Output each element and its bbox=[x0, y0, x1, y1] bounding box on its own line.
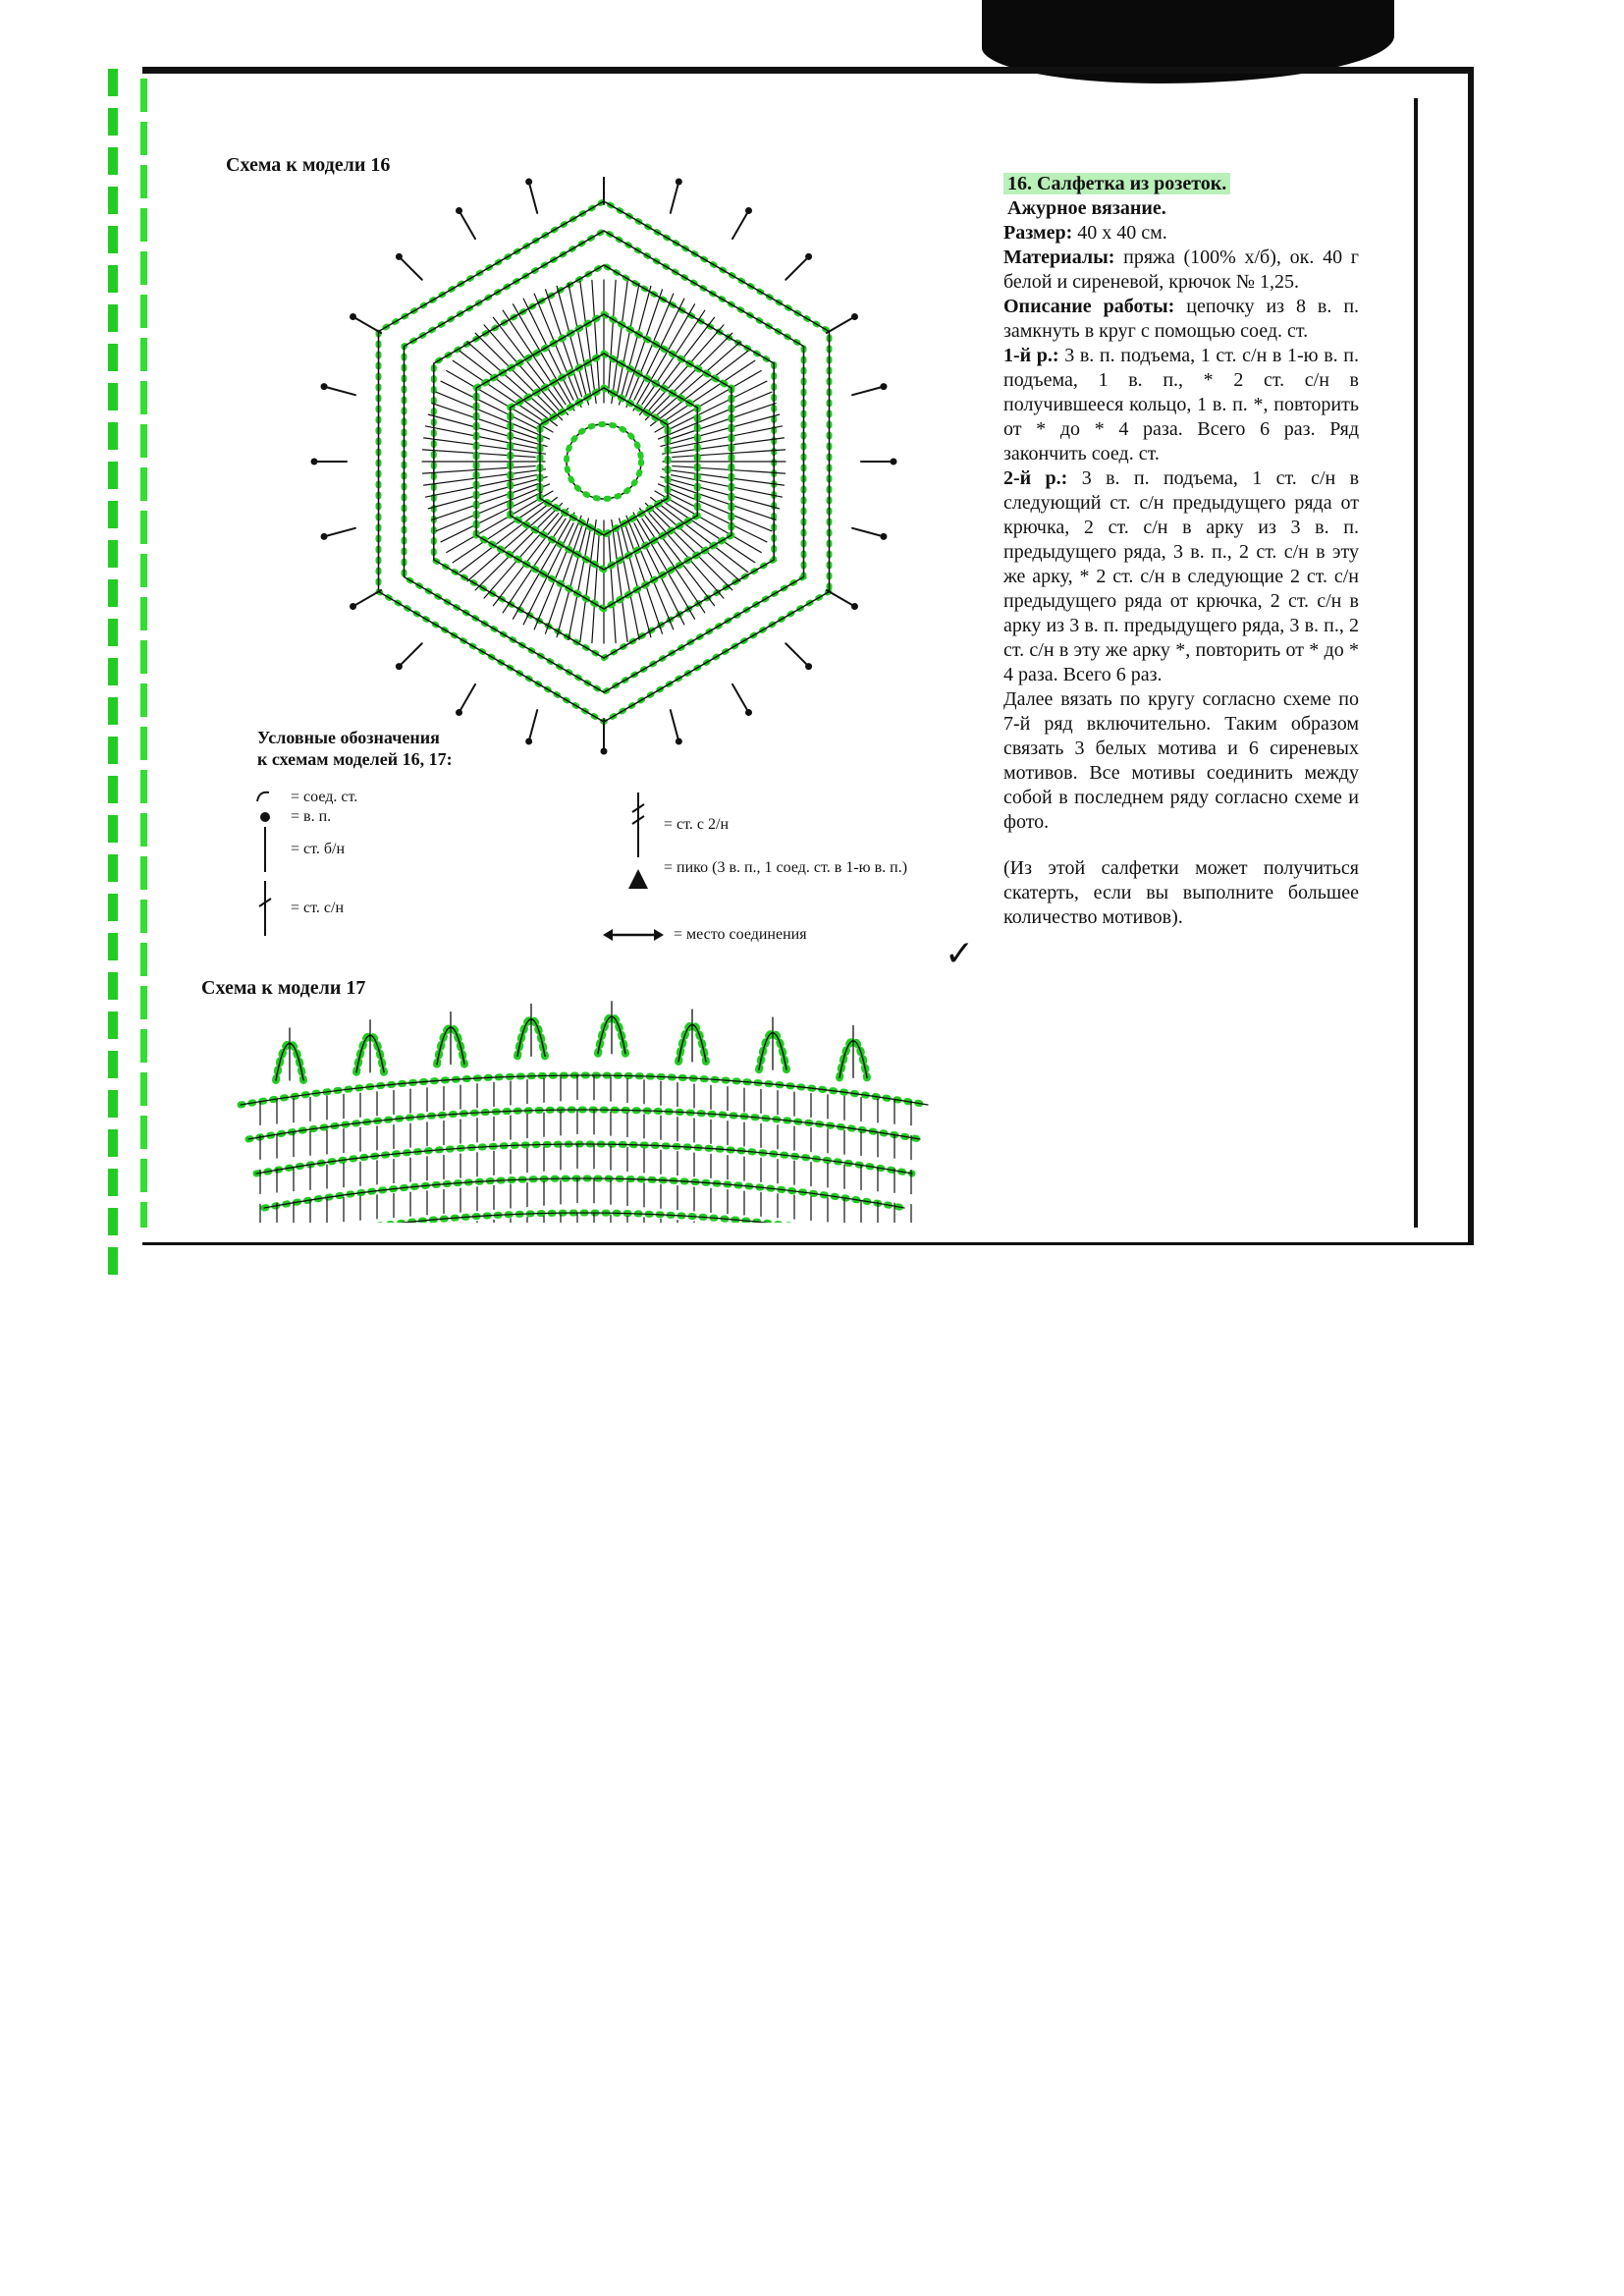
double-crochet-icon bbox=[245, 889, 285, 928]
treble-crochet-icon bbox=[619, 805, 658, 845]
legend-item-join bbox=[599, 915, 807, 955]
legend-item-treble-crochet bbox=[619, 805, 729, 845]
materials-value: пряжа (100% х/б), ок. 40 г белой и сиреневой, крючок № 1,25. bbox=[1003, 246, 1360, 293]
scheme-17-caption: Схема к модели 17 bbox=[201, 977, 366, 999]
scheme-16-diagram bbox=[309, 177, 898, 766]
row2-label: 2-й р.: bbox=[1003, 467, 1068, 489]
article-title: 16. Салфетка из розеток. bbox=[1003, 173, 1230, 194]
materials-label: Материалы: bbox=[1003, 246, 1115, 268]
checkmark-icon: ✓ bbox=[945, 934, 975, 973]
legend-label: = место соединения bbox=[674, 926, 807, 943]
row2-value: 3 в. п. подъема, 1 ст. с/н в следующий ст. с/н предыдущего ряда от крючка, 2 ст. с/н в арку из 3 в. п. предыдущего ряда, 3 в. п., 2 ст. с/н в эту же арку, * 2 ст. с/н в следующие 2 ст. с/н предыдущего ряда от крючка, 2 ст. с/н в арку из 3 в. п. предыдущего ряда, 3 в. п., 2 ст. с/н в эту же арку *, повторить от * до * 4 раза. Всего 6 раз. bbox=[1003, 467, 1360, 685]
legend-title bbox=[257, 727, 552, 770]
continue-paragraph: Далее вязать по кругу согласно схеме по 7-й ряд включительно. Таким образом связать 3 белых мотива и 6 сиреневых мотивов. Все мотивы соединить между собой в последнем ряду согласно схеме и фото. bbox=[1003, 688, 1359, 833]
legend-label: = в. п. bbox=[291, 808, 332, 825]
legend-title-line2: к схемам моделей 16, 17: bbox=[257, 749, 453, 769]
single-crochet-icon bbox=[245, 830, 285, 869]
legend-item-picot bbox=[619, 859, 913, 899]
row1-label: 1-й р.: bbox=[1003, 345, 1059, 366]
size-value: 40 х 40 см. bbox=[1077, 222, 1167, 244]
legend-label: = ст. с/н bbox=[291, 900, 345, 916]
legend-label: = ст. с 2/н bbox=[664, 816, 730, 833]
scheme-17-diagram bbox=[231, 957, 938, 1223]
legend-label: = соед. ст. bbox=[291, 789, 358, 805]
size-label: Размер: bbox=[1003, 222, 1073, 244]
legend-item-double-crochet bbox=[245, 889, 344, 928]
picot-icon bbox=[619, 859, 658, 899]
scan-edge-mark bbox=[108, 69, 118, 1286]
description-value: цепочку из 8 в. п. замкнуть в круг с помощью соед. ст. bbox=[1003, 296, 1360, 342]
note-paragraph: (Из этой салфетки может получиться скатерть, если вы выполните большее количество мотивов). bbox=[1003, 857, 1359, 928]
join-arrow-icon bbox=[599, 915, 668, 955]
scheme-16-caption: Схема к модели 16 bbox=[226, 154, 391, 176]
legend-title-line1: Условные обозначения bbox=[257, 728, 440, 747]
legend-label: = пико (3 в. п., 1 соед. ст. в 1-ю в. п.) bbox=[664, 859, 908, 876]
description-label: Описание работы: bbox=[1003, 296, 1175, 317]
legend-label: = ст. б/н bbox=[291, 841, 346, 857]
article-text bbox=[1003, 172, 1359, 930]
page-gutter-line bbox=[1414, 98, 1418, 1228]
legend-item-single-crochet bbox=[245, 830, 345, 869]
article-subtitle: Ажурное вязание. bbox=[1007, 197, 1166, 219]
row1-value: 3 в. п. подъема, 1 ст. с/н в 1-ю в. п. подъема, 1 в. п., * 2 ст. с/н в получившееся кольцо, 1 в. п. *, повторить от * до * 4 раза. Всего 6 раз. Ряд закончить соед. ст. bbox=[1003, 345, 1360, 465]
